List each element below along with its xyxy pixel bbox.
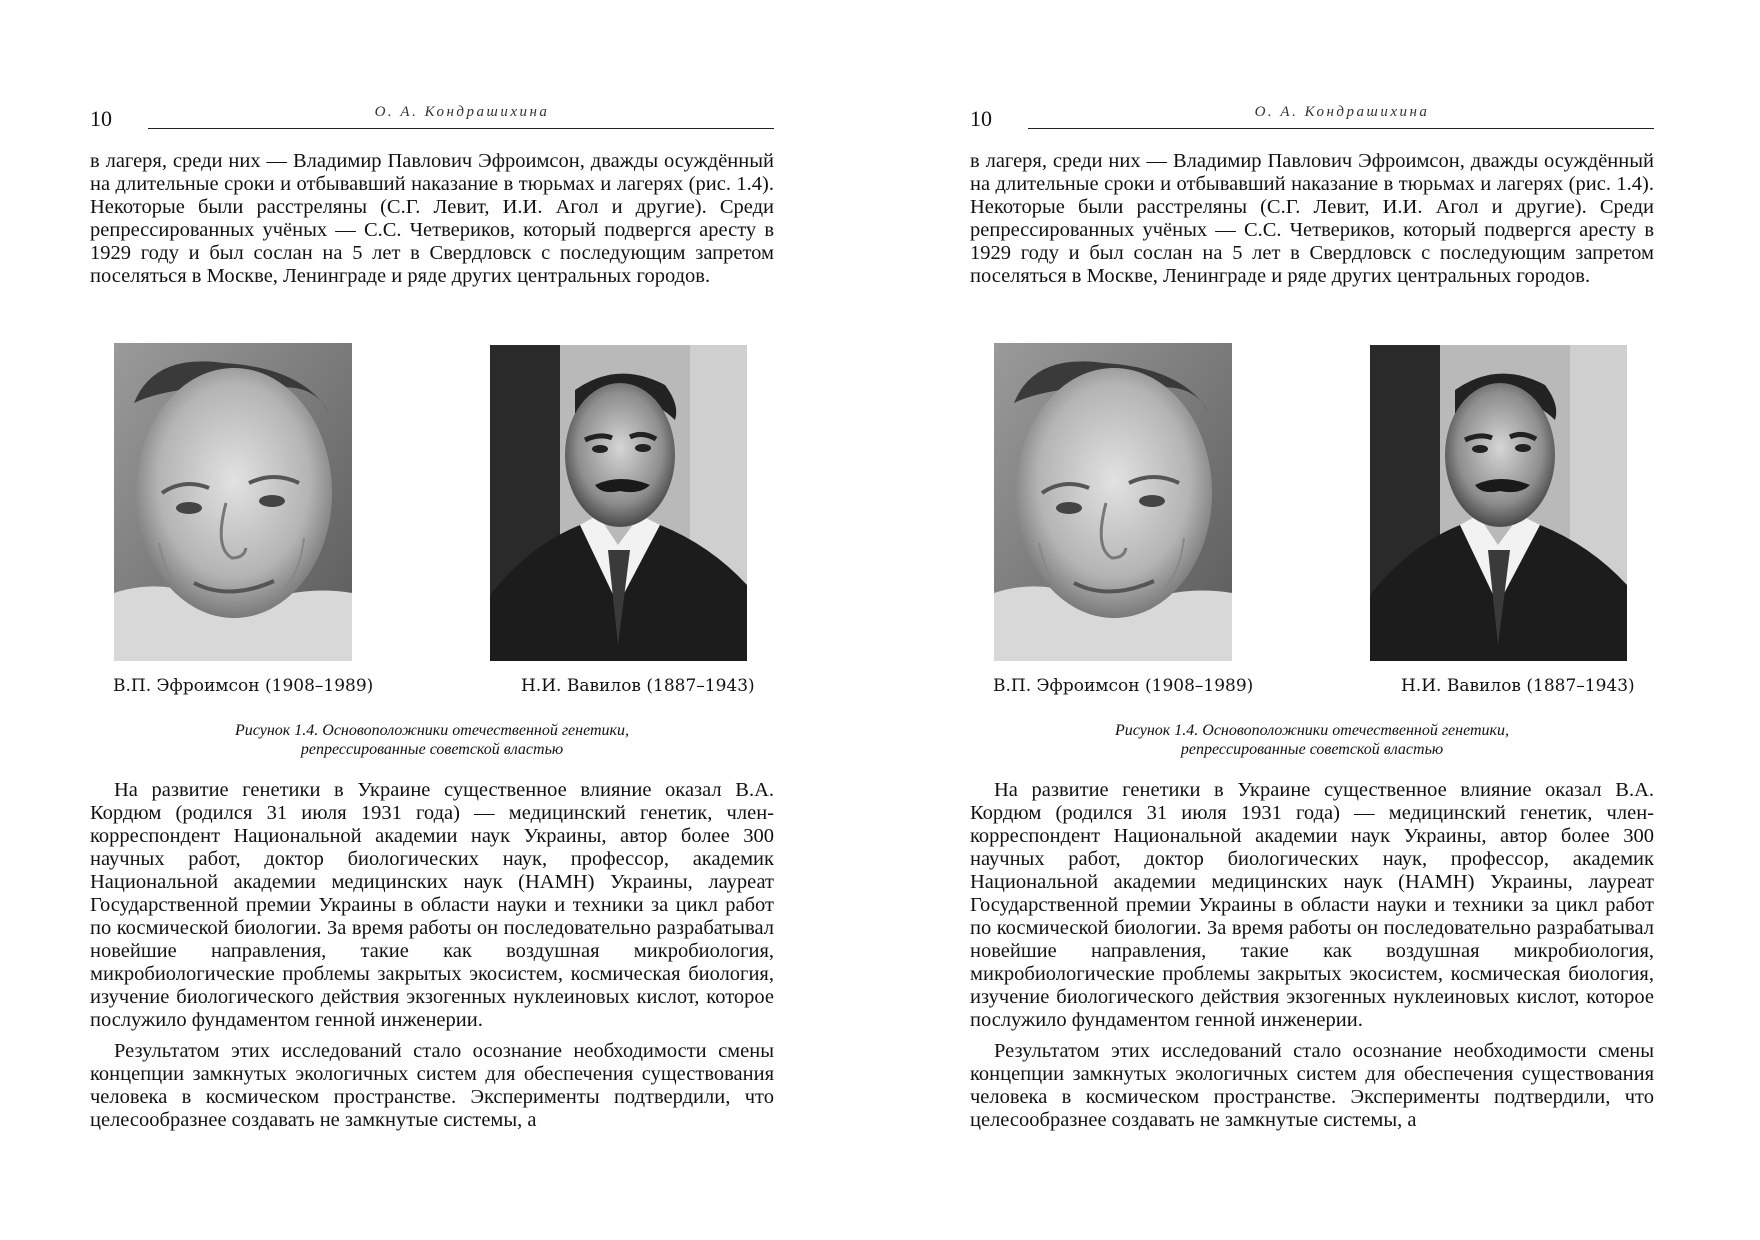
photo-caption-vavilov: Н.И. Вавилов (1887–1943) — [521, 676, 755, 696]
photo-caption-efroimson: В.П. Эфроимсон (1908–1989) — [993, 676, 1254, 696]
photo-caption-efroimson: В.П. Эфроимсон (1908–1989) — [113, 676, 374, 696]
figure-caption-line-2: репрессированные советской властью — [1180, 741, 1444, 758]
paragraph-2: На развитие генетики в Украине существенное влияние оказал В.А. Кордюм (родился 31 июля 1931 года) — медицинский генетик, член-корреспондент Национальной академии наук Украины, автор более 300 научных работ, доктор биологических наук, профессор, академик Национальной академии медицинских наук (НАМН) Украины, лауреат Государственной премии Украины в области науки и техники за цикл работ по космической биологии. За время работы он последовательно разрабатывал новейшие направления, такие как воздушная микробиология, микробиологические проблемы закрытых экосистем, космическая биология, изучение биологического действия экзогенных нуклеиновых кислот, которое послужило фундаментом генной инженерии. — [970, 779, 1654, 1031]
page-header — [90, 104, 774, 134]
page-number: 10 — [90, 106, 112, 131]
header-rule — [1028, 128, 1654, 129]
paragraph-3: Результатом этих исследований стало осознание необходимости смены концепции замкнутых экологичных систем для обеспечения существования человека в космическом пространстве. Эксперименты подтвердили, что целесообразнее создавать не замкнутые системы, а — [970, 1040, 1654, 1131]
paragraph-2: На развитие генетики в Украине существенное влияние оказал В.А. Кордюм (родился 31 июля 1931 года) — медицинский генетик, член-корреспондент Национальной академии наук Украины, автор более 300 научных работ, доктор биологических наук, профессор, академик Национальной академии медицинских наук (НАМН) Украины, лауреат Государственной премии Украины в области науки и техники за цикл работ по космической биологии. За время работы он последовательно разрабатывал новейшие направления, такие как воздушная микробиология, микробиологические проблемы закрытых экосистем, космическая биология, изучение биологического действия экзогенных нуклеиновых кислот, которое послужило фундаментом генной инженерии. — [90, 779, 774, 1031]
page-right — [880, 0, 1760, 1240]
photo-vavilov — [1370, 345, 1627, 661]
photo-caption-vavilov: Н.И. Вавилов (1887–1943) — [1401, 676, 1635, 696]
figure-caption — [970, 721, 1654, 759]
photo-efroimson — [114, 343, 352, 661]
figure-caption — [90, 721, 774, 759]
photo-efroimson — [994, 343, 1232, 661]
running-title: О. А. Кондрашихина — [1254, 104, 1430, 120]
page-number: 10 — [970, 106, 992, 131]
running-title: О. А. Кондрашихина — [374, 104, 550, 120]
figure-caption-line-1: Рисунок 1.4. Основоположники отечественной генетики, — [234, 722, 630, 739]
page-header — [970, 104, 1654, 134]
photo-vavilov — [490, 345, 747, 661]
header-rule — [148, 128, 774, 129]
figure-caption-line-2: репрессированные советской властью — [300, 741, 564, 758]
paragraph-3: Результатом этих исследований стало осознание необходимости смены концепции замкнутых экологичных систем для обеспечения существования человека в космическом пространстве. Эксперименты подтвердили, что целесообразнее создавать не замкнутые системы, а — [90, 1040, 774, 1131]
figure-caption-line-1: Рисунок 1.4. Основоположники отечественной генетики, — [1114, 722, 1510, 739]
paragraph-1: в лагеря, среди них — Владимир Павлович Эфроимсон, дважды осуждённый на длительные сроки и отбывавший наказание в тюрьмах и лагерях (рис. 1.4). Некоторые были расстреляны (С.Г. Левит, И.И. Агол и другие). Среди репрессированных учёных — С.С. Четвериков, который подвергся аресту в 1929 году и был сослан на 5 лет в Свердловск с последующим запретом поселяться в Москве, Ленинграде и ряде других центральных городов. — [90, 150, 774, 287]
paragraph-1: в лагеря, среди них — Владимир Павлович Эфроимсон, дважды осуждённый на длительные сроки и отбывавший наказание в тюрьмах и лагерях (рис. 1.4). Некоторые были расстреляны (С.Г. Левит, И.И. Агол и другие). Среди репрессированных учёных — С.С. Четвериков, который подвергся аресту в 1929 году и был сослан на 5 лет в Свердловск с последующим запретом поселяться в Москве, Ленинграде и ряде других центральных городов. — [970, 150, 1654, 287]
